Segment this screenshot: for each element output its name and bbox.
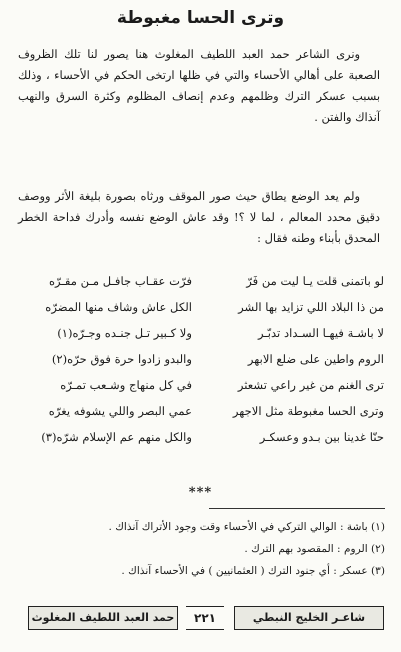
section-separator: *** [188,485,213,500]
footnote-divider [209,508,385,509]
verse-first-half: ترى الغنم من غير راعي تشعثر [237,378,384,392]
footnote: (١) باشة : الوالي التركي في الأحساء وقت وجود الأتراك آنذاك . [108,521,385,533]
verse-first-half: حنّا غدينا بين بـدو وعسكـر [259,430,384,444]
verse-first-half: لو باتمنى قلت يـا ليت من فَرّ [246,274,384,288]
verse-second-half: الكل عاش وشاف منها المضرّه [45,300,192,314]
verse-first-half: وترى الحسا مغبوطة مثل الاجهر [232,404,384,418]
footer-author: حمد العبد اللطيف المغلوث [28,606,178,630]
second-paragraph: ولم يعد الوضع يطاق حيث صور الموقف ورثاه بصورة بليغة الأثر ووصف دقيق محدد المعالم ، لما لا ؟! وقد عاش الوضع نفسه وأدرك فداحة الخطر المحدق بأبناء وطنه فقال : [18,189,380,245]
verse-first-half: الروم واطين على ضلع الابهر [247,352,384,366]
footnote: (٢) الروم : المقصود بهم الترك . [244,543,385,555]
verse-second-half: والكل منهم عم الإسلام شرّه(٣) [41,430,192,444]
verse-first-half: لا باشـة فيهـا السـداد تدبّـر [257,326,384,340]
verse-second-half: والبدو زادوا حرة فوق حرّه(٢) [51,352,192,366]
verse-second-half: ولا كـبير تـل جنـده وجـرّه(١) [57,326,192,340]
page-title: وترى الحسا مغبوطة [116,8,285,28]
verse-second-half: في كل منهاج وشـعب تمـرّه [60,378,192,392]
page-footer [28,606,384,630]
page-number: ٢٢١ [186,606,224,630]
poem-first-hemistichs [206,268,384,450]
verse-second-half: عمي البصر واللي يشوفه يغرّه [48,404,192,418]
poem-second-hemistichs [14,268,192,450]
poem [14,268,384,478]
verse-second-half: فرّت عقـاب جافـل مـن مقـرّه [48,274,192,288]
intro-paragraph: ونرى الشاعر حمد العبد اللطيف المغلوث هنا يصور لنا تلك الظروف الصعبة على أهالي الأحساء والتي في ظلها ارتخى الحكم في الأحساء ، وذلك بسبب عسكر الترك وظلمهم وعدم إنصاف المظلوم وكثرة السرق والنهب آنذاك والفتن . [18,47,380,124]
footnotes [19,516,385,582]
verse-first-half: من ذا البلاد اللي تزايد بها الشر [238,300,384,314]
footnote: (٣) عسكر : أي جنود الترك ( العثمانيين ) في الأحساء آنذاك . [121,565,385,577]
footer-book-title: شاعـر الخليج النبطي [234,606,384,630]
